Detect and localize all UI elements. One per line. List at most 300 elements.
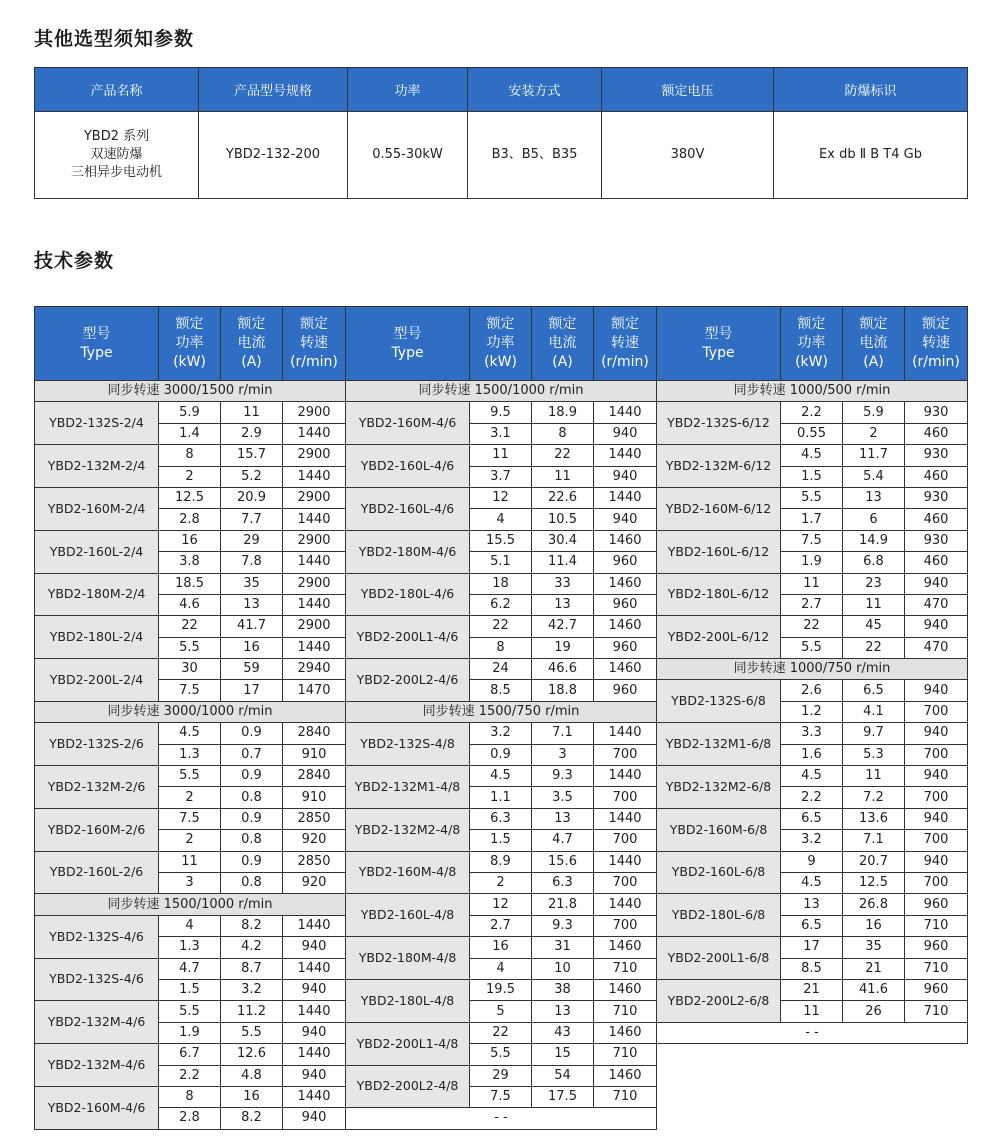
power-cell: 30 xyxy=(159,659,221,680)
speed-cell: 1440 xyxy=(594,808,657,829)
header-rated-voltage: 额定电压 xyxy=(602,68,774,112)
power-cell: 6.7 xyxy=(159,1044,221,1065)
current-cell: 7.7 xyxy=(221,509,283,530)
table-row xyxy=(35,958,346,979)
tech-table-col-3 xyxy=(656,306,968,1044)
current-cell: 7.1 xyxy=(532,723,594,744)
current-cell: 5.3 xyxy=(843,744,905,765)
current-cell: 15.7 xyxy=(221,445,283,466)
header-rated-speed: 额定 转速 (r/min) xyxy=(905,307,968,381)
tech-table-col-2 xyxy=(345,306,657,1130)
speed-cell: 710 xyxy=(594,1044,657,1065)
power-cell: 8 xyxy=(159,1086,221,1107)
model-cell: YBD2-132S-4/8 xyxy=(346,723,470,766)
speed-cell: 910 xyxy=(283,787,346,808)
power-cell: 6.5 xyxy=(781,915,843,936)
speed-group-label: 同步转速 1000/750 r/min xyxy=(657,659,968,680)
power-cell: 8 xyxy=(159,445,221,466)
cell-power: 0.55-30kW xyxy=(348,112,468,199)
model-cell: YBD2-160L-4/6 xyxy=(346,445,470,488)
current-cell: 7.1 xyxy=(843,830,905,851)
speed-cell: 940 xyxy=(283,979,346,1000)
power-cell: 2.2 xyxy=(159,1065,221,1086)
current-cell: 17 xyxy=(221,680,283,701)
table-row xyxy=(35,808,346,829)
current-cell: 41.6 xyxy=(843,979,905,1000)
model-cell: YBD2-200L2-6/8 xyxy=(657,979,781,1022)
section-title-tech: 技术参数 xyxy=(34,250,115,272)
speed-cell: 1440 xyxy=(283,915,346,936)
speed-cell: 940 xyxy=(594,423,657,444)
power-cell: 9 xyxy=(781,851,843,872)
current-cell: 59 xyxy=(221,659,283,680)
current-cell: 31 xyxy=(532,937,594,958)
table-row xyxy=(657,402,968,423)
tech-header-row xyxy=(35,307,346,381)
model-cell: YBD2-160M-4/8 xyxy=(346,851,470,894)
speed-group-row xyxy=(346,701,657,722)
power-cell: 8 xyxy=(470,637,532,658)
table-row xyxy=(346,659,657,680)
current-cell: 17.5 xyxy=(532,1086,594,1107)
current-cell: 5.4 xyxy=(843,466,905,487)
power-cell: 11 xyxy=(159,851,221,872)
speed-cell: 1440 xyxy=(594,766,657,787)
current-cell: 0.9 xyxy=(221,723,283,744)
power-cell: 1.3 xyxy=(159,744,221,765)
header-ex-marking: 防爆标识 xyxy=(774,68,968,112)
power-cell: 2 xyxy=(159,466,221,487)
model-cell: YBD2-132S-4/6 xyxy=(35,915,159,958)
speed-cell: 700 xyxy=(594,744,657,765)
speed-cell: 1440 xyxy=(594,894,657,915)
table-row xyxy=(35,1044,346,1065)
header-model-spec: 产品型号规格 xyxy=(199,68,348,112)
power-cell: 24 xyxy=(470,659,532,680)
table-row xyxy=(35,573,346,594)
table-row xyxy=(35,487,346,508)
selection-params-table xyxy=(34,67,968,199)
cell-model-spec: YBD2-132-200 xyxy=(199,112,348,199)
table-row xyxy=(35,723,346,744)
table-row xyxy=(35,1001,346,1022)
current-cell: 15 xyxy=(532,1044,594,1065)
power-cell: 4.5 xyxy=(470,766,532,787)
speed-cell: 960 xyxy=(905,979,968,1000)
current-cell: 4.8 xyxy=(221,1065,283,1086)
tech-table-col-1 xyxy=(34,306,346,1130)
model-cell: YBD2-180M-2/4 xyxy=(35,573,159,616)
model-cell: YBD2-180M-4/8 xyxy=(346,937,470,980)
current-cell: 3 xyxy=(532,744,594,765)
current-cell: 8.7 xyxy=(221,958,283,979)
table-row xyxy=(346,851,657,872)
speed-cell: 1440 xyxy=(283,1086,346,1107)
model-cell: YBD2-180L-2/4 xyxy=(35,616,159,659)
current-cell: 23 xyxy=(843,573,905,594)
power-cell: 2 xyxy=(159,830,221,851)
current-cell: 30.4 xyxy=(532,530,594,551)
header-rated-current: 额定 电流 (A) xyxy=(532,307,594,381)
model-cell: YBD2-160L-6/8 xyxy=(657,851,781,894)
header-type: 型号 Type xyxy=(657,307,781,381)
speed-cell: 940 xyxy=(905,851,968,872)
power-cell: 3.2 xyxy=(781,830,843,851)
table-row xyxy=(346,573,657,594)
current-cell: 11 xyxy=(221,402,283,423)
table-row xyxy=(657,573,968,594)
header-rated-current: 额定 电流 (A) xyxy=(843,307,905,381)
speed-cell: 1440 xyxy=(594,487,657,508)
model-cell: YBD2-132S-4/6 xyxy=(35,958,159,1001)
current-cell: 2.9 xyxy=(221,423,283,444)
power-cell: 22 xyxy=(781,616,843,637)
table-row xyxy=(35,851,346,872)
current-cell: 19 xyxy=(532,637,594,658)
current-cell: 7.8 xyxy=(221,552,283,573)
cell-rated-voltage: 380V xyxy=(602,112,774,199)
speed-group-row xyxy=(35,701,346,722)
model-cell: YBD2-200L2-4/6 xyxy=(346,659,470,702)
speed-cell: 1470 xyxy=(283,680,346,701)
model-cell: YBD2-160M-6/12 xyxy=(657,487,781,530)
current-cell: 14.9 xyxy=(843,530,905,551)
speed-cell: 930 xyxy=(905,445,968,466)
speed-cell: 960 xyxy=(594,680,657,701)
speed-cell: 1440 xyxy=(283,509,346,530)
model-cell: YBD2-200L-6/12 xyxy=(657,616,781,659)
current-cell: 11.2 xyxy=(221,1001,283,1022)
power-cell: 2 xyxy=(470,872,532,893)
table-row xyxy=(657,766,968,787)
current-cell: 0.9 xyxy=(221,766,283,787)
speed-group-row xyxy=(657,381,968,402)
speed-cell: 940 xyxy=(283,1022,346,1043)
power-cell: 4 xyxy=(470,958,532,979)
table-row xyxy=(35,616,346,637)
model-cell: YBD2-180L-6/12 xyxy=(657,573,781,616)
table-row xyxy=(657,680,968,701)
power-cell: 4.7 xyxy=(159,958,221,979)
speed-cell: 710 xyxy=(905,915,968,936)
power-cell: 1.7 xyxy=(781,509,843,530)
current-cell: 13 xyxy=(221,594,283,615)
model-cell: YBD2-160L-2/4 xyxy=(35,530,159,573)
power-cell: 13 xyxy=(781,894,843,915)
speed-cell: 960 xyxy=(905,937,968,958)
power-cell: 1.9 xyxy=(781,552,843,573)
current-cell: 10.5 xyxy=(532,509,594,530)
power-cell: 9.5 xyxy=(470,402,532,423)
model-cell: YBD2-180L-6/8 xyxy=(657,894,781,937)
power-cell: 3.3 xyxy=(781,723,843,744)
power-cell: 2.6 xyxy=(781,680,843,701)
power-cell: 5.5 xyxy=(159,766,221,787)
model-cell: YBD2-132M-4/6 xyxy=(35,1044,159,1087)
table-row xyxy=(346,937,657,958)
header-rated-power: 额定 功率 (kW) xyxy=(159,307,221,381)
speed-cell: 460 xyxy=(905,509,968,530)
speed-cell: 940 xyxy=(594,466,657,487)
speed-cell: 930 xyxy=(905,487,968,508)
power-cell: 4.5 xyxy=(781,766,843,787)
current-cell: 8.2 xyxy=(221,915,283,936)
speed-cell: 2940 xyxy=(283,659,346,680)
model-cell: YBD2-160M-2/6 xyxy=(35,808,159,851)
speed-cell: 920 xyxy=(283,872,346,893)
table-row xyxy=(346,402,657,423)
table-row xyxy=(657,445,968,466)
power-cell: 0.55 xyxy=(781,423,843,444)
speed-cell: 1460 xyxy=(594,937,657,958)
speed-cell: 940 xyxy=(594,509,657,530)
model-cell: YBD2-132M2-4/8 xyxy=(346,808,470,851)
model-cell: YBD2-160L-4/8 xyxy=(346,894,470,937)
current-cell: 5.9 xyxy=(843,402,905,423)
current-cell: 11 xyxy=(532,466,594,487)
current-cell: 26.8 xyxy=(843,894,905,915)
model-cell: YBD2-180L-4/6 xyxy=(346,573,470,616)
current-cell: 6.5 xyxy=(843,680,905,701)
power-cell: 16 xyxy=(159,530,221,551)
power-cell: 3 xyxy=(159,872,221,893)
speed-group-row xyxy=(35,894,346,915)
power-cell: 4 xyxy=(159,915,221,936)
empty-cell: - - xyxy=(346,1108,657,1129)
power-cell: 22 xyxy=(159,616,221,637)
speed-group-label: 同步转速 1000/500 r/min xyxy=(657,381,968,402)
current-cell: 6.8 xyxy=(843,552,905,573)
model-cell: YBD2-160M-2/4 xyxy=(35,487,159,530)
table-row xyxy=(346,487,657,508)
power-cell: 7.5 xyxy=(470,1086,532,1107)
speed-cell: 960 xyxy=(594,552,657,573)
power-cell: 4.5 xyxy=(781,872,843,893)
power-cell: 11 xyxy=(781,1001,843,1022)
power-cell: 18 xyxy=(470,573,532,594)
model-cell: YBD2-132M-2/6 xyxy=(35,766,159,809)
current-cell: 9.7 xyxy=(843,723,905,744)
header-rated-power: 额定 功率 (kW) xyxy=(781,307,843,381)
power-cell: 2.8 xyxy=(159,509,221,530)
speed-cell: 1440 xyxy=(283,466,346,487)
selection-data-row xyxy=(35,112,968,199)
current-cell: 0.8 xyxy=(221,872,283,893)
power-cell: 3.1 xyxy=(470,423,532,444)
speed-cell: 460 xyxy=(905,423,968,444)
table-row xyxy=(657,851,968,872)
current-cell: 20.9 xyxy=(221,487,283,508)
power-cell: 1.5 xyxy=(470,830,532,851)
speed-cell: 460 xyxy=(905,466,968,487)
table-row xyxy=(346,1022,657,1043)
current-cell: 18.9 xyxy=(532,402,594,423)
header-product-name: 产品名称 xyxy=(35,68,199,112)
current-cell: 8.2 xyxy=(221,1108,283,1129)
power-cell: 1.9 xyxy=(159,1022,221,1043)
speed-cell: 700 xyxy=(594,830,657,851)
model-cell: YBD2-200L1-4/8 xyxy=(346,1022,470,1065)
speed-cell: 710 xyxy=(594,1001,657,1022)
power-cell: 5.1 xyxy=(470,552,532,573)
power-cell: 3.7 xyxy=(470,466,532,487)
speed-cell: 700 xyxy=(594,915,657,936)
header-type: 型号 Type xyxy=(35,307,159,381)
current-cell: 8 xyxy=(532,423,594,444)
speed-cell: 1440 xyxy=(283,594,346,615)
table-row xyxy=(657,487,968,508)
power-cell: 0.9 xyxy=(470,744,532,765)
current-cell: 35 xyxy=(221,573,283,594)
table-row xyxy=(657,723,968,744)
power-cell: 6.3 xyxy=(470,808,532,829)
power-cell: 5.5 xyxy=(159,637,221,658)
current-cell: 35 xyxy=(843,937,905,958)
power-cell: 2.2 xyxy=(781,402,843,423)
speed-cell: 940 xyxy=(283,1108,346,1129)
table-row xyxy=(35,915,346,936)
power-cell: 12 xyxy=(470,894,532,915)
speed-cell: 2850 xyxy=(283,851,346,872)
current-cell: 38 xyxy=(532,979,594,1000)
power-cell: 11 xyxy=(781,573,843,594)
current-cell: 13 xyxy=(532,808,594,829)
power-cell: 21 xyxy=(781,979,843,1000)
speed-cell: 700 xyxy=(594,787,657,808)
current-cell: 10 xyxy=(532,958,594,979)
power-cell: 17 xyxy=(781,937,843,958)
speed-cell: 940 xyxy=(905,616,968,637)
speed-cell: 1440 xyxy=(594,402,657,423)
model-cell: YBD2-132M2-6/8 xyxy=(657,766,781,809)
speed-cell: 940 xyxy=(905,766,968,787)
table-row xyxy=(657,808,968,829)
power-cell: 5 xyxy=(470,1001,532,1022)
power-cell: 3.8 xyxy=(159,552,221,573)
power-cell: 7.5 xyxy=(159,680,221,701)
speed-cell: 470 xyxy=(905,594,968,615)
current-cell: 15.6 xyxy=(532,851,594,872)
speed-cell: 910 xyxy=(283,744,346,765)
current-cell: 5.5 xyxy=(221,1022,283,1043)
power-cell: 2.7 xyxy=(470,915,532,936)
speed-cell: 2900 xyxy=(283,573,346,594)
model-cell: YBD2-160L-4/6 xyxy=(346,487,470,530)
speed-cell: 2900 xyxy=(283,487,346,508)
power-cell: 2.7 xyxy=(781,594,843,615)
speed-cell: 700 xyxy=(905,830,968,851)
current-cell: 3.5 xyxy=(532,787,594,808)
current-cell: 6.3 xyxy=(532,872,594,893)
current-cell: 13.6 xyxy=(843,808,905,829)
current-cell: 13 xyxy=(532,594,594,615)
power-cell: 1.3 xyxy=(159,937,221,958)
speed-cell: 1460 xyxy=(594,573,657,594)
empty-cell: - - xyxy=(657,1022,968,1043)
current-cell: 54 xyxy=(532,1065,594,1086)
speed-cell: 960 xyxy=(905,894,968,915)
current-cell: 21 xyxy=(843,958,905,979)
header-power: 功率 xyxy=(348,68,468,112)
power-cell: 7.5 xyxy=(781,530,843,551)
power-cell: 29 xyxy=(470,1065,532,1086)
current-cell: 12.6 xyxy=(221,1044,283,1065)
model-cell: YBD2-200L1-6/8 xyxy=(657,937,781,980)
speed-group-label: 同步转速 1500/1000 r/min xyxy=(35,894,346,915)
tech-header-row xyxy=(346,307,657,381)
model-cell: YBD2-132S-2/4 xyxy=(35,402,159,445)
speed-cell: 1460 xyxy=(594,659,657,680)
model-cell: YBD2-132M1-4/8 xyxy=(346,766,470,809)
power-cell: 12.5 xyxy=(159,487,221,508)
table-row xyxy=(657,979,968,1000)
speed-cell: 1440 xyxy=(283,958,346,979)
current-cell: 12.5 xyxy=(843,872,905,893)
table-row xyxy=(35,766,346,787)
speed-cell: 1440 xyxy=(283,1001,346,1022)
table-row xyxy=(346,616,657,637)
power-cell: 19.5 xyxy=(470,979,532,1000)
cell-product-name: YBD2 系列 双速防爆 三相异步电动机 xyxy=(35,112,199,199)
current-cell: 6 xyxy=(843,509,905,530)
speed-cell: 2840 xyxy=(283,723,346,744)
section-title-selection: 其他选型须知参数 xyxy=(34,28,195,50)
speed-cell: 2840 xyxy=(283,766,346,787)
current-cell: 9.3 xyxy=(532,915,594,936)
model-cell: YBD2-132S-6/12 xyxy=(657,402,781,445)
current-cell: 18.8 xyxy=(532,680,594,701)
model-cell: YBD2-132M-4/6 xyxy=(35,1001,159,1044)
speed-cell: 460 xyxy=(905,552,968,573)
current-cell: 2 xyxy=(843,423,905,444)
power-cell: 1.2 xyxy=(781,701,843,722)
table-row xyxy=(35,445,346,466)
current-cell: 20.7 xyxy=(843,851,905,872)
table-row xyxy=(346,1065,657,1086)
power-cell: 16 xyxy=(470,937,532,958)
speed-group-row xyxy=(35,381,346,402)
speed-cell: 920 xyxy=(283,830,346,851)
speed-cell: 1440 xyxy=(594,851,657,872)
power-cell: 5.5 xyxy=(159,1001,221,1022)
current-cell: 5.2 xyxy=(221,466,283,487)
power-cell: 8.5 xyxy=(470,680,532,701)
speed-group-row xyxy=(346,381,657,402)
speed-group-label: 同步转速 3000/1000 r/min xyxy=(35,701,346,722)
speed-cell: 930 xyxy=(905,402,968,423)
model-cell: YBD2-180M-4/6 xyxy=(346,530,470,573)
power-cell: 5.5 xyxy=(781,487,843,508)
current-cell: 0.8 xyxy=(221,787,283,808)
speed-cell: 1440 xyxy=(283,423,346,444)
speed-cell: 2900 xyxy=(283,530,346,551)
speed-cell: 700 xyxy=(905,744,968,765)
current-cell: 41.7 xyxy=(221,616,283,637)
speed-cell: 940 xyxy=(905,723,968,744)
current-cell: 13 xyxy=(843,487,905,508)
power-cell: 2 xyxy=(159,787,221,808)
tech-header-row xyxy=(657,307,968,381)
table-row xyxy=(657,937,968,958)
power-cell: 1.5 xyxy=(781,466,843,487)
speed-cell: 2850 xyxy=(283,808,346,829)
power-cell: 1.1 xyxy=(470,787,532,808)
current-cell: 29 xyxy=(221,530,283,551)
speed-cell: 1460 xyxy=(594,530,657,551)
current-cell: 16 xyxy=(221,637,283,658)
header-rated-speed: 额定 转速 (r/min) xyxy=(283,307,346,381)
speed-cell: 1440 xyxy=(594,723,657,744)
